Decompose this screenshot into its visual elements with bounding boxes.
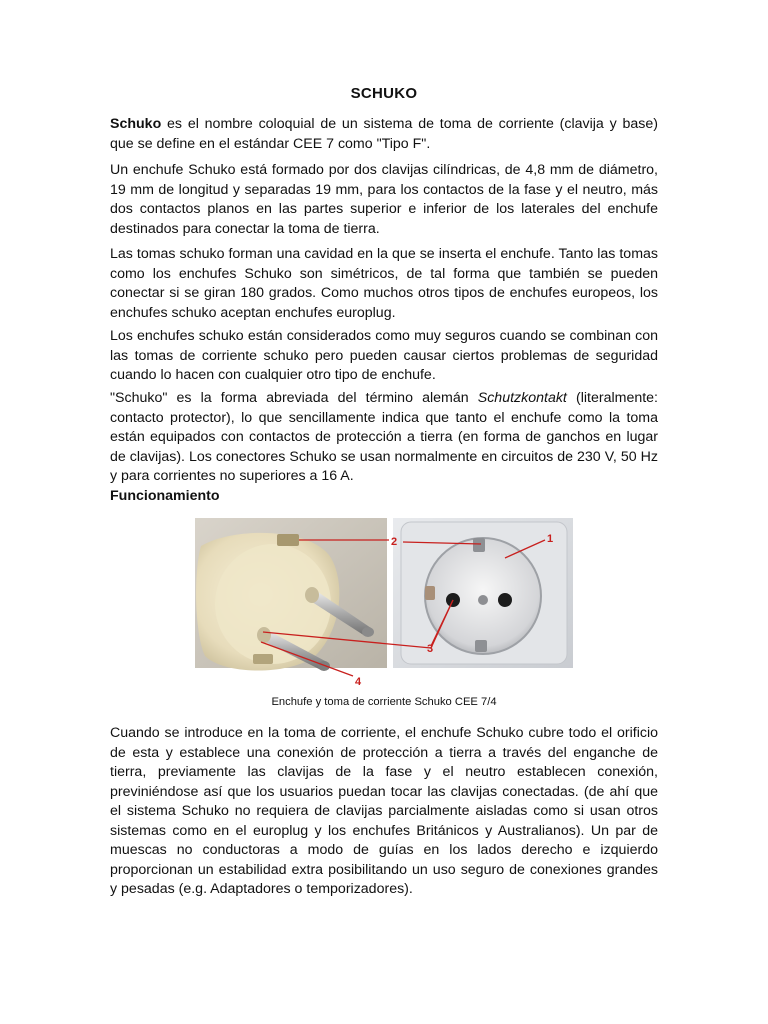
callout-number-4: 4 [355, 676, 362, 688]
socket-hole-center [478, 595, 488, 605]
paragraph-operation: Cuando se introduce en la toma de corriente, el enchufe Schuko cubre todo el orificio de esta y establece una conexión de protección a tierra a través del enganche de tierra, previamente las clavijas de la fase y el neutro establecen conexión, previniéndose así que los usuarios puedan tocar las clavijas conectadas. (de ahí que el sistema Schuko no requiera de clavijas parcialmente aisladas como si usan otros sistemas como en el europlug y los enchufes Británicos y Australianos). Un par de muescas no conductoras a modo de guías en los lados derecho e izquierdo proporcionan un estabilidad extra posibilitando un uso seguro de conexiones grandes y pesadas (e.g. Adaptadores o temporizadores). [110, 725, 658, 897]
socket-hole-right [498, 593, 512, 607]
socket-earth-contact-top [473, 538, 485, 552]
socket-guide-left [425, 586, 435, 600]
intro-text: es el nombre coloquial de un sistema de toma de corriente (clavija y base) que se define en el estándar CEE 7 como "Tipo F". [110, 116, 658, 152]
plug-earth-clip-top [277, 534, 299, 546]
etymology-text-b: (literalmente: contacto protector), lo que sencillamente indica que tanto el enchufe como la toma están equipados con contactos de protección a tierra (en forma de ganchos en lugar de clavijas). Los conectores Schuko se usan normalmente en circuitos de 230 V, 50 Hz y para corrientes no superiores a 16 A. [110, 390, 658, 484]
callout-number-3: 3 [427, 643, 434, 655]
paragraph-etymology [110, 389, 658, 487]
socket-earth-contact-bottom [475, 640, 487, 652]
paragraph-intro [110, 115, 658, 154]
plug-earth-clip-bottom [253, 654, 273, 664]
section-heading: Funcionamiento [110, 488, 220, 504]
etymology-italic-term: Schutzkontakt [477, 390, 567, 406]
etymology-text-a: "Schuko" es la forma abreviada del término alemán [110, 390, 478, 406]
schuko-plug-socket-photo [195, 518, 573, 688]
callout-number-2: 2 [391, 536, 398, 548]
intro-bold-term: Schuko [110, 116, 162, 132]
paragraph-plug-description: Un enchufe Schuko está formado por dos clavijas cilíndricas, de 4,8 mm de diámetro, 19 mm de longitud y separadas 19 mm, para los contactos de la fase y el neutro, más dos contactos planos en las partes superior e inferior de los laterales del enchufe destinados para conectar la toma de tierra. [110, 162, 658, 237]
paragraph-socket-description: Las tomas schuko forman una cavidad en la que se inserta el enchufe. Tanto las tomas como los enchufes Schuko son simétricos, de tal forma que también se pueden conectar si se giran 180 grados. Como muchos otros tipos de enchufes europeos, los enchufes schuko aceptan enchufes europlug. [110, 246, 658, 321]
callout-number-1: 1 [547, 533, 554, 545]
paragraph-safety: Los enchufes schuko están considerados como muy seguros cuando se combinan con las tomas de corriente schuko pero pueden causar ciertos problemas de seguridad cuando lo hacen con cualquier otro tipo de enchufe. [110, 328, 658, 383]
page-title: SCHUKO [350, 85, 418, 102]
figure-caption: Enchufe y toma de corriente Schuko CEE 7/4 [271, 696, 497, 708]
